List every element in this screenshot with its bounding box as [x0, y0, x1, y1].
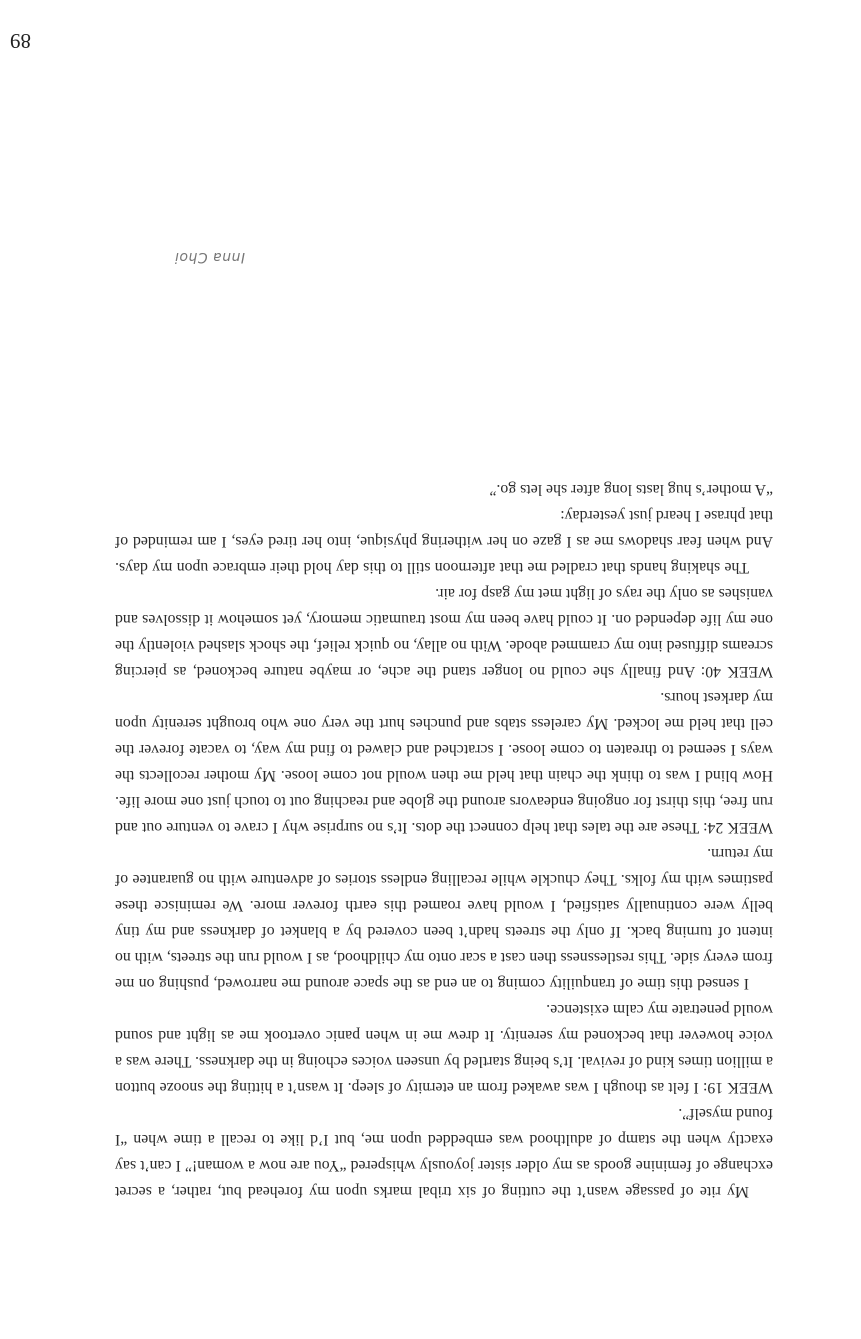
paragraph-week-24: WEEK 24: These are the tales that help connect the dots. It’s no surprise why I crave to venture out and run free, this thirst for ongoing endeavors around the globe and reaching out to touch just one more life. How blind I was to think the chain that held me then would not come loose. My mother recollects the ways I seemed to threaten to come loose. I scratched and clawed to find my way, to vacate forever the cell that held me locked. My careless stabs and punches hurt the very one who brought serenity upon my darkest hours. [115, 689, 773, 836]
closing-quote: “A mother’s hug lasts long after she lets go.” [489, 481, 773, 498]
page-number: 89 [10, 29, 31, 53]
author-signature: Inna Choi [174, 249, 245, 265]
paragraph-shaking-hands: The shaking hands that cradled me that afternoon still to this day hold their embrace upon my days. And when fear shadows me as I gaze on her withering physique, into her tired eyes, I am reminded of that phrase I heard just yesterday: [115, 507, 773, 576]
paragraph-week-40: WEEK 40: And finally she could no longer stand the ache, or maybe nature beckoned, as piercing screams diffused into my crammed abode. With no allay, no quick relief, the shock slashed violently the one my life depended on. It could have been my most traumatic memory, yet somehow it dissolves and vanishes as only the rays of light met my gasp for air. [115, 585, 773, 680]
paragraph-tranquility: I sensed this time of tranquility coming to an end as the space around me narrowed, pushing on me from every side. This restlessness then cast a scar onto my childhood, as I would run the streets, with no intent of turning back. If only the streets hadn’t been covered by a blanket of darkness and my tiny belly were continually satisfied, I would have roamed this earth forever more. We reminisce these pastimes with my folks. They chuckle while recalling endless stories of adventure with no guarantee of my return. [115, 845, 773, 992]
paragraph-rite-of-passage: My rite of passage wasn’t the cutting of six tribal marks upon my forehead but, rather, a secret exchange of feminine goods as my older sister joyously whispered “You are now a woman!” I can’t say exactly when the stamp of adulthood was embedded upon me, but I’d like to recall a time when “I found myself”. [115, 1105, 773, 1200]
body-text [115, 476, 773, 1204]
paragraph-week-19: WEEK 19: I felt as though I was awaked from an eternity of sleep. It wasn’t a hitting the snooze button a million times kind of revival. It’s being startled by unseen voices echoing in the darkness. There was a voice however that beckoned my serenity. It drew me in when panic overtook me as light and sound would penetrate my calm existence. [115, 1001, 773, 1096]
